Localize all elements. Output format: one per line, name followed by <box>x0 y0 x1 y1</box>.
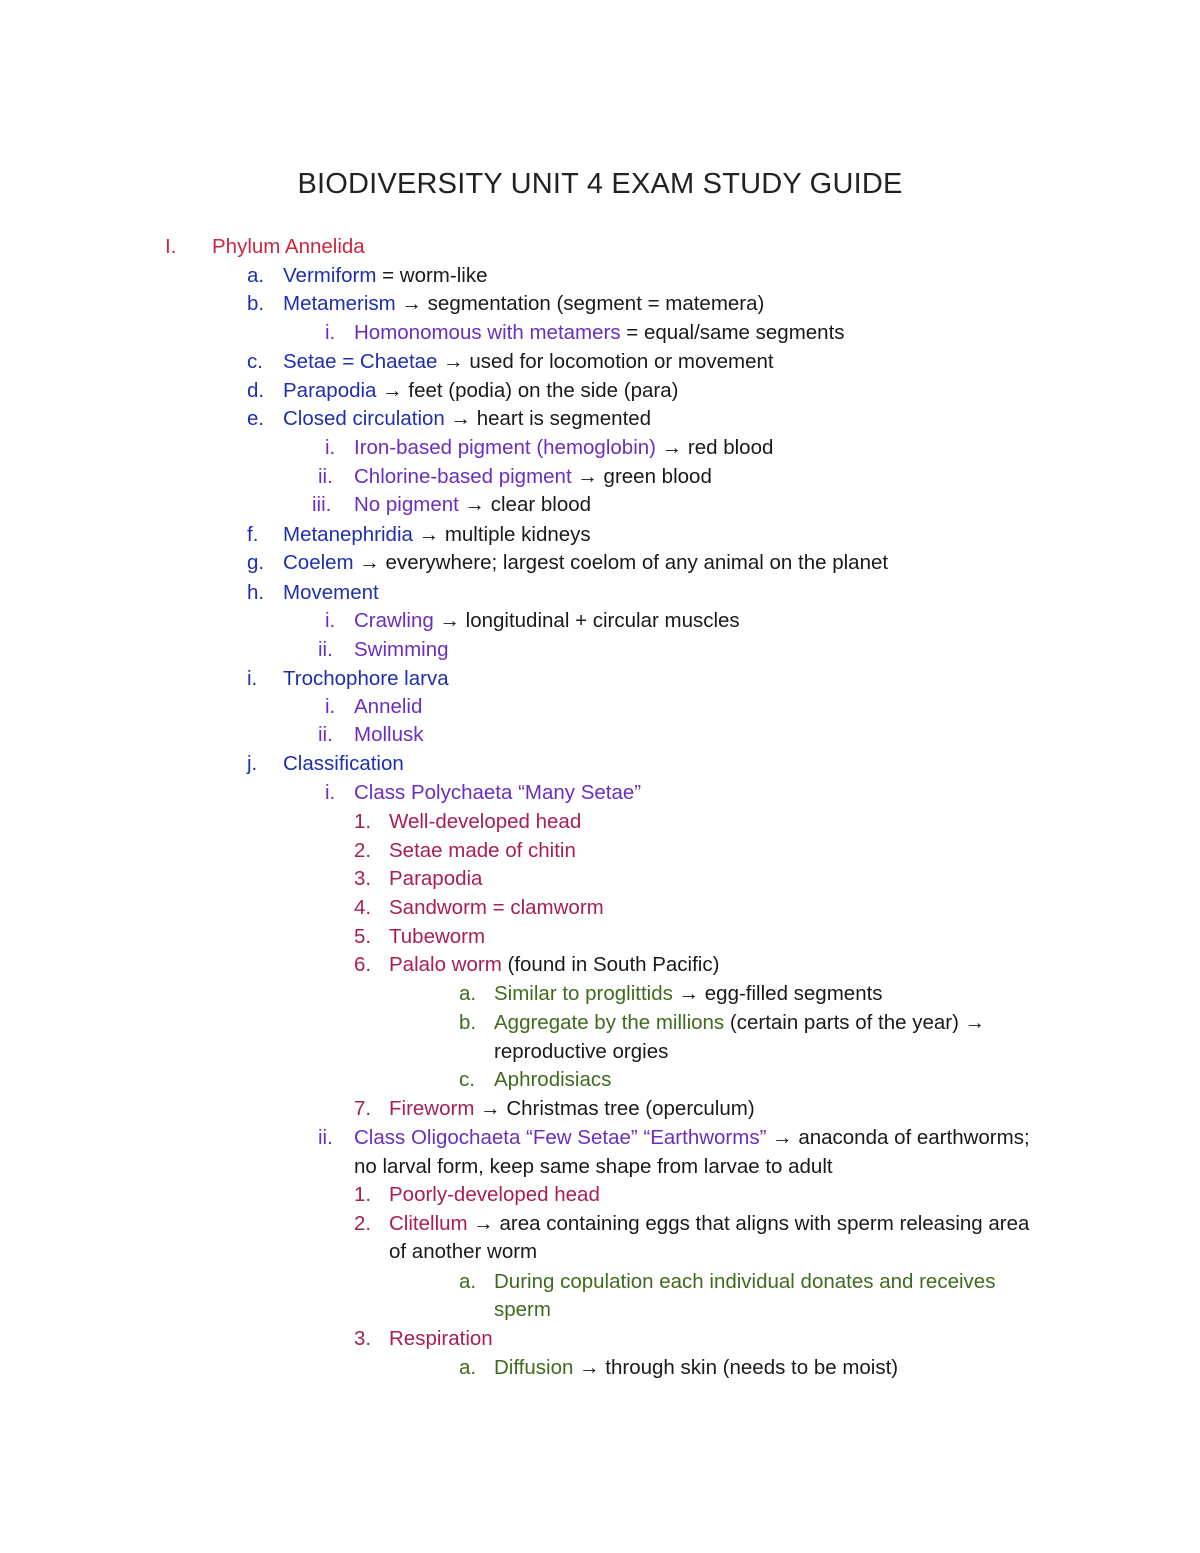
item-term: Parapodia <box>389 867 483 890</box>
item-term: Respiration <box>389 1327 493 1350</box>
list-item-text <box>354 721 424 749</box>
item-term: Trochophore larva <box>283 667 449 690</box>
item-description: heart is segmented <box>471 407 652 430</box>
list-item-text <box>494 1354 898 1382</box>
list-item-text <box>354 463 712 491</box>
list-marker: 2. <box>354 839 372 862</box>
list-item-text <box>354 693 422 721</box>
list-item-text <box>494 1066 611 1094</box>
list-item-text <box>283 262 487 290</box>
list-item-text <box>494 1009 985 1037</box>
list-item-text <box>283 405 651 433</box>
right-arrow-icon: → <box>573 1356 600 1379</box>
list-item-text <box>494 1038 668 1066</box>
list-marker: c. <box>459 1068 475 1091</box>
item-description: feet (podia) on the side (para) <box>402 379 679 402</box>
list-marker: ii. <box>318 638 333 661</box>
item-term: Well-developed head <box>389 810 582 833</box>
item-description: clear blood <box>485 493 592 516</box>
list-item-text <box>283 549 888 577</box>
list-item-text <box>283 750 404 778</box>
item-term: Metamerism <box>283 292 396 315</box>
item-description: through skin (needs to be moist) <box>599 1356 899 1379</box>
item-term: Poorly-developed head <box>389 1183 600 1206</box>
right-arrow-icon: → <box>437 350 464 373</box>
list-marker: 1. <box>354 810 372 833</box>
list-marker: i. <box>325 695 336 718</box>
list-item-text <box>389 894 604 922</box>
item-term: During copulation each individual donates and receives <box>494 1270 996 1293</box>
right-arrow-icon: → <box>655 436 683 459</box>
item-term: Homonomous with metamers <box>354 321 621 344</box>
item-term: Class Polychaeta “Many Setae” <box>354 781 642 804</box>
item-term: Palalo worm <box>389 953 502 976</box>
item-term: Iron-based pigment (hemoglobin) <box>354 436 656 459</box>
list-marker: 2. <box>354 1212 372 1235</box>
list-item-text <box>354 434 773 462</box>
right-arrow-icon: → <box>444 407 472 430</box>
list-marker: 3. <box>354 1327 372 1350</box>
item-term: sperm <box>494 1298 551 1321</box>
item-term: Closed circulation <box>283 407 445 430</box>
list-item-text <box>389 1210 1029 1238</box>
list-item-text <box>354 1153 833 1181</box>
list-marker: b. <box>247 292 265 315</box>
item-description: (certain parts of the year) <box>724 1011 965 1034</box>
item-description: = worm-like <box>376 264 488 287</box>
right-arrow-icon: → <box>458 493 486 516</box>
right-arrow-icon: → <box>766 1126 793 1149</box>
item-description: longitudinal + circular muscles <box>459 609 740 632</box>
list-item-text <box>283 290 764 318</box>
item-term: Parapodia <box>283 379 377 402</box>
item-term: Diffusion <box>494 1356 574 1379</box>
list-marker: iii. <box>312 493 332 516</box>
right-arrow-icon: → <box>964 1011 986 1034</box>
list-marker: ii. <box>318 465 333 488</box>
list-marker: i. <box>325 436 336 459</box>
item-term: Sandworm = clamworm <box>389 896 604 919</box>
list-item-text <box>283 377 678 405</box>
list-item-text <box>389 808 581 836</box>
list-item-text <box>283 348 774 376</box>
list-marker: i. <box>325 321 336 344</box>
item-description: segmentation (segment = matemera) <box>421 292 765 315</box>
list-marker: e. <box>247 407 265 430</box>
item-term: Coelem <box>283 551 354 574</box>
item-term: Setae made of chitin <box>389 839 576 862</box>
list-marker: b. <box>459 1011 477 1034</box>
list-marker: g. <box>247 551 265 574</box>
list-item-text <box>283 665 449 693</box>
item-term: Annelid <box>354 695 423 718</box>
item-description: green blood <box>597 465 712 488</box>
item-term: Crawling <box>354 609 434 632</box>
list-marker: h. <box>247 581 265 604</box>
item-term: No pigment <box>354 493 459 516</box>
item-description: (found in South Pacific) <box>501 953 720 976</box>
item-term: Movement <box>283 581 379 604</box>
list-item-text <box>494 1268 995 1296</box>
page-title: BIODIVERSITY UNIT 4 EXAM STUDY GUIDE <box>297 168 903 200</box>
item-term: Similar to proglittids <box>494 982 673 1005</box>
item-term: Chlorine-based pigment <box>354 465 572 488</box>
list-item-text <box>494 980 883 1008</box>
item-term: Aggregate by the millions <box>494 1011 725 1034</box>
item-term: Mollusk <box>354 723 424 746</box>
list-marker: 6. <box>354 953 372 976</box>
item-term: Metanephridia <box>283 523 413 546</box>
list-item-text <box>354 319 845 347</box>
list-marker: f. <box>247 523 259 546</box>
right-arrow-icon: → <box>474 1097 501 1120</box>
list-marker: 5. <box>354 925 372 948</box>
item-term: Class Oligochaeta “Few Setae” “Earthworms” <box>354 1126 767 1149</box>
list-marker: i. <box>247 667 258 690</box>
list-marker: 4. <box>354 896 372 919</box>
list-marker: ii. <box>318 723 333 746</box>
item-description: multiple kidneys <box>439 523 591 546</box>
right-arrow-icon: → <box>353 551 380 574</box>
item-description: used for locomotion or movement <box>463 350 774 373</box>
list-item-text <box>389 837 576 865</box>
item-description: area containing eggs that aligns with sperm releasing area <box>493 1212 1030 1235</box>
list-item-text <box>389 923 485 951</box>
right-arrow-icon: → <box>395 292 422 315</box>
item-description: Christmas tree (operculum) <box>500 1097 755 1120</box>
item-description: everywhere; largest coelom of any animal on the planet <box>379 551 889 574</box>
item-term: Aphrodisiacs <box>494 1068 612 1091</box>
item-description: reproductive orgies <box>494 1040 669 1063</box>
item-description: egg-filled segments <box>699 982 883 1005</box>
list-marker: c. <box>247 350 263 373</box>
right-arrow-icon: → <box>467 1212 494 1235</box>
list-item-text <box>354 607 740 635</box>
item-description: red blood <box>682 436 774 459</box>
list-marker: 1. <box>354 1183 372 1206</box>
list-marker: a. <box>247 264 265 287</box>
list-marker: 7. <box>354 1097 372 1120</box>
right-arrow-icon: → <box>412 523 440 546</box>
item-term: Classification <box>283 752 404 775</box>
list-item-text <box>389 951 719 979</box>
list-item-text <box>354 491 591 519</box>
list-item-text <box>212 233 365 261</box>
list-item-text <box>389 865 482 893</box>
right-arrow-icon: → <box>672 982 700 1005</box>
item-description: of another worm <box>389 1240 538 1263</box>
list-item-text <box>389 1181 600 1209</box>
right-arrow-icon: → <box>571 465 598 488</box>
list-marker: j. <box>247 752 258 775</box>
item-term: Setae = Chaetae <box>283 350 438 373</box>
right-arrow-icon: → <box>433 609 460 632</box>
list-item-text <box>389 1095 755 1123</box>
list-item-text <box>494 1296 551 1324</box>
right-arrow-icon: → <box>376 379 403 402</box>
item-term: Fireworm <box>389 1097 475 1120</box>
list-marker: i. <box>325 609 336 632</box>
item-description: no larval form, keep same shape from larvae to adult <box>354 1155 833 1178</box>
item-term: Tubeworm <box>389 925 486 948</box>
list-item-text <box>389 1325 493 1353</box>
list-marker: d. <box>247 379 265 402</box>
item-term: Vermiform <box>283 264 377 287</box>
list-marker: a. <box>459 1356 477 1379</box>
list-marker: 3. <box>354 867 372 890</box>
list-item-text <box>283 521 591 549</box>
list-marker: a. <box>459 982 477 1005</box>
item-term: Clitellum <box>389 1212 468 1235</box>
item-description: anaconda of earthworms; <box>792 1126 1030 1149</box>
list-item-text <box>389 1238 537 1266</box>
list-item-text <box>283 579 379 607</box>
item-term: Swimming <box>354 638 449 661</box>
list-marker: a. <box>459 1270 477 1293</box>
list-item-text <box>354 1124 1030 1152</box>
list-item-text <box>354 779 641 807</box>
list-marker: ii. <box>318 1126 333 1149</box>
item-description: = equal/same segments <box>620 321 845 344</box>
list-marker: I. <box>165 235 177 258</box>
item-term: Phylum Annelida <box>212 235 365 258</box>
list-item-text <box>354 636 449 664</box>
list-marker: i. <box>325 781 336 804</box>
